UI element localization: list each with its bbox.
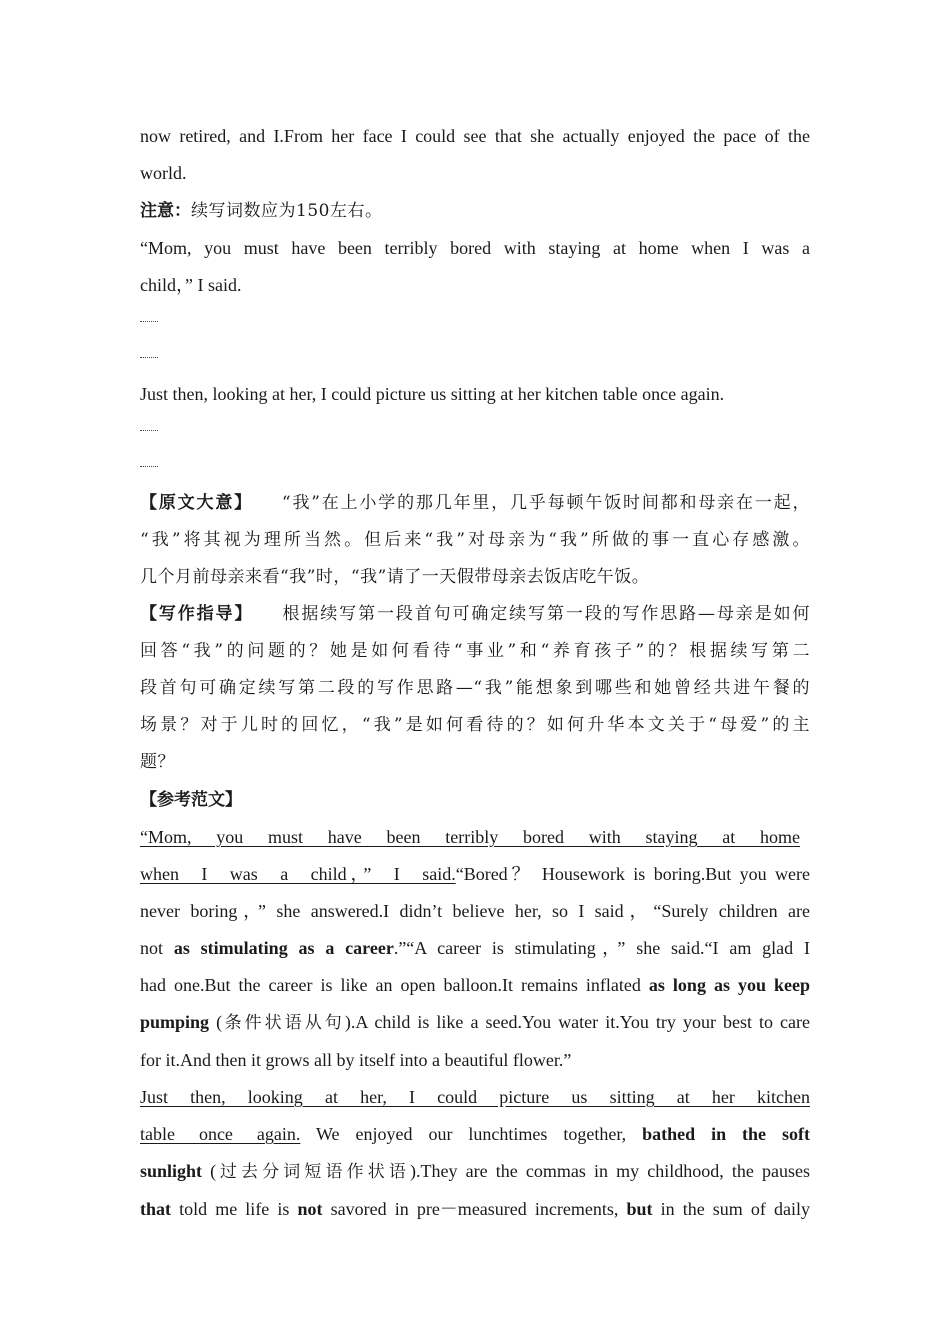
sample-line: when I was a child，” I said.“Bored？ Housework is boring.But you were <box>140 864 810 884</box>
guide-line: 段首句可确定续写第二段的写作思路—“我”能想象到哪些和她曾经共进午餐的 <box>140 678 810 698</box>
sample-heading <box>140 781 810 819</box>
note-line <box>140 192 810 230</box>
passage-line: world. <box>140 163 187 183</box>
sample-line: sunlight (过去分词短语作状语).They are the commas in my childhood, the pauses <box>140 1161 811 1182</box>
summary-line: “我”将其视为理所当然。但后来“我”对母亲为“我”所做的事一直心存感激。 <box>140 530 810 550</box>
sample-line: “Mom, you must have been terribly bored with staying at home <box>140 827 800 847</box>
sample-line: not as stimulating as a career.”“A career is stimulating，” she said.“I am glad I <box>140 938 810 958</box>
guide-line: 【写作指导】 根据续写第一段首句可确定续写第一段的写作思路—母亲是如何 <box>140 604 811 624</box>
writing-blank[interactable] <box>140 340 810 376</box>
para1-line: child，” I said. <box>140 275 242 295</box>
guide-label: 【写作指导】 <box>140 604 254 624</box>
note-label: 注意： <box>140 201 191 221</box>
document-body <box>140 118 810 1228</box>
para1-line: “Mom, you must have been terribly bored with staying at home when I was a <box>140 238 810 258</box>
guide-line: 题？ <box>140 752 175 772</box>
para2-start: Just then, looking at her, I could picture us sitting at her kitchen table once again. <box>140 384 725 404</box>
sample-line: had one.But the career is like an open balloon.It remains inflated as long as you keep <box>140 975 810 995</box>
writing-blank[interactable] <box>140 304 810 340</box>
passage-line: now retired, and I.From her face I could see that she actually enjoyed the pace of the <box>140 126 810 146</box>
summary-line: 几个月前母亲来看“我”时，“我”请了一天假带母亲去饭店吃午饭。 <box>140 567 650 587</box>
guide-line: 回答“我”的问题的？她是如何看待“事业”和“养育孩子”的？根据续写第二 <box>140 641 810 661</box>
note-text: 续写词数应为150左右。 <box>191 201 383 221</box>
sample-line: that told me life is not savored in pre－measured increments, but in the sum of daily <box>140 1199 810 1219</box>
sample-line: for it.And then it grows all by itself into a beautiful flower.” <box>140 1050 572 1070</box>
sample-label: 【参考范文】 <box>140 790 242 810</box>
sample-line: Just then, looking at her, I could picture us sitting at her kitchen <box>140 1087 810 1107</box>
sample-line: table once again. We enjoyed our lunchtimes together, bathed in the soft <box>140 1124 810 1144</box>
sample-line: pumping (条件状语从句).A child is like a seed.You water it.You try your best to care <box>140 1012 811 1033</box>
sample-line: never boring，” she answered.I didn’t believe her, so I said，“Surely children are <box>140 901 810 921</box>
summary-line: 【原文大意】 “我”在上小学的那几年里，几乎每顿午饭时间都和母亲在一起， <box>140 493 811 513</box>
guide-line: 场景？对于儿时的回忆，“我”是如何看待的？如何升华本文关于“母爱”的主 <box>140 715 810 735</box>
writing-blank[interactable] <box>140 449 810 485</box>
writing-blank[interactable] <box>140 413 810 449</box>
summary-label: 【原文大意】 <box>140 493 253 513</box>
